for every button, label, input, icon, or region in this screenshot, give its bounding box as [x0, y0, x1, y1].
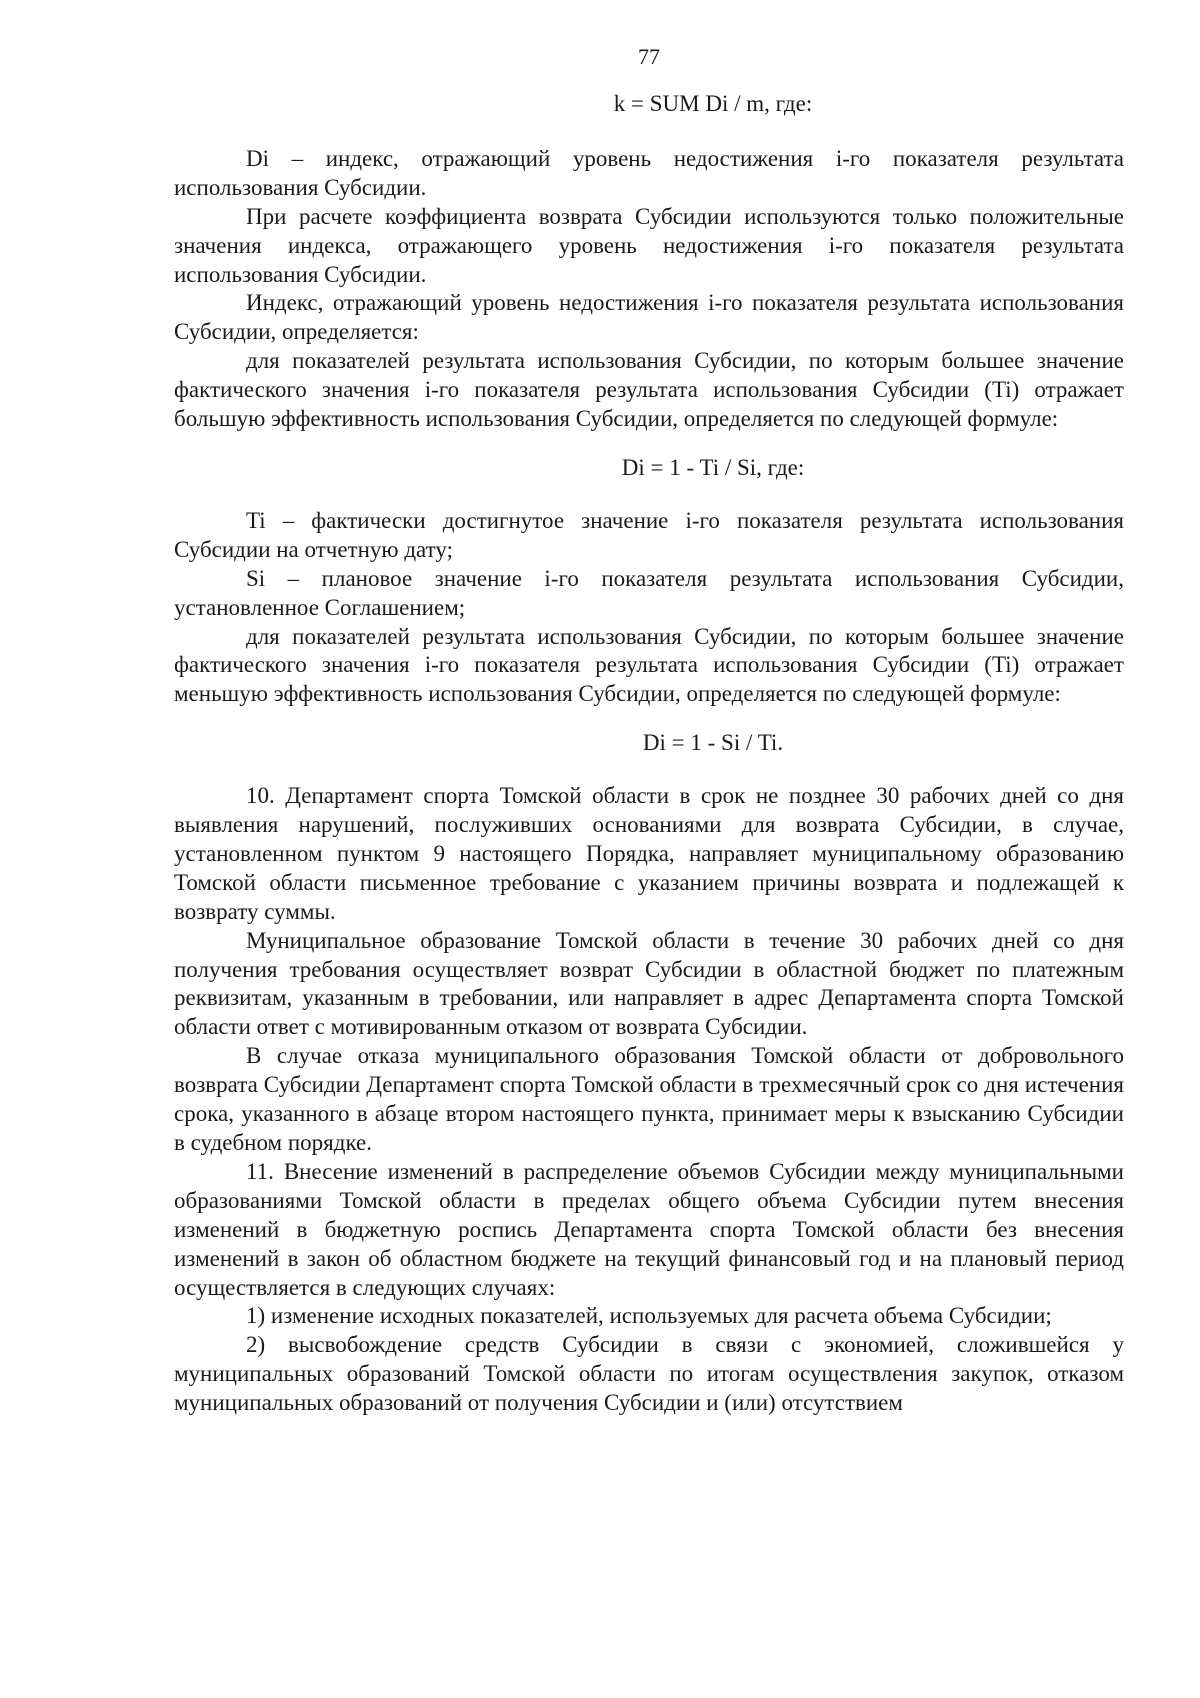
paragraph-refusal: В случае отказа муниципального образования Томской области от добровольного возврата Субсидии Департамент спорта Томской области в трехмесячный срок со дня истечения срока, указанного в абзаце втором настоящего пункта, принимает меры к взысканию Субсидии в судебном порядке. [174, 1043, 1124, 1155]
paragraph-ti-definition: Ti – фактически достигнутое значение i-го показателя результата использования Субсидии на отчетную дату; [174, 507, 1124, 562]
paragraph-greater-efficiency: для показателей результата использования Субсидии, по которым большее значение фактического значения i-го показателя результата использования Субсидии (Ti) отражает большую эффективность использования Субсидии, определяется по следующей формуле: [174, 348, 1124, 432]
paragraph-municipal-return: Муниципальное образование Томской области в течение 30 рабочих дней со дня получения требования осуществляет возврат Субсидии в областной бюджет по платежным реквизитам, указанным в требовании, или направляет в адрес Департамента спорта Томской области ответ с мотивированным отказом от возврата Субсидии. [174, 927, 1124, 1040]
formula-di-greater: Di = 1 - Ti / Si, где: [621, 454, 805, 480]
paragraph-item-11: 11. Внесение изменений в распределение объемов Субсидии между муниципальными образованиями Томской области в пределах общего объема Субсидии путем внесения изменений в бюджетную роспись Департамента спорта Томской области без внесения изменений в закон об областном бюджете на текущий финансовый год и на плановый период осуществляется в следующих случаях: [174, 1158, 1124, 1300]
paragraph-subitem-1: 1) изменение исходных показателей, используемых для расчета объема Субсидии; [246, 1303, 1052, 1329]
paragraph-di-definition: Di – индекс, отражающий уровень недостижения i-го показателя результата использования Субсидии. [174, 145, 1124, 200]
formula-di-lesser: Di = 1 - Si / Ti. [642, 730, 784, 756]
paragraph-item-10: 10. Департамент спорта Томской области в срок не позднее 30 рабочих дней со дня выявления нарушений, послуживших основаниями для возврата Субсидии, в случае, установленном пунктом 9 настоящего Порядка, направляет муниципальному образованию Томской области письменное требование с указанием причины возврата и подлежащей к возврату суммы. [174, 783, 1124, 924]
paragraph-lesser-efficiency: для показателей результата использования Субсидии, по которым большее значение фактического значения i-го показателя результата использования Субсидии (Ti) отражает меньшую эффективность использования Субсидии, определяется по следующей формуле: [174, 623, 1124, 707]
document-body [174, 90, 1124, 1418]
paragraph-positive-values: При расчете коэффициента возврата Субсидии используются только положительные значения индекса, отражающего уровень недостижения i-го показателя результата использования Субсидии. [174, 203, 1124, 287]
page-number: 77 [638, 44, 660, 69]
paragraph-index-definition: Индекс, отражающий уровень недостижения i-го показателя результата использования Субсидии, определяется: [174, 290, 1124, 345]
formula-k: k = SUM Di / m, где: [613, 91, 813, 116]
paragraph-si-definition: Si – плановое значение i-го показателя результата использования Субсидии, установленное Соглашением; [174, 565, 1124, 620]
paragraph-subitem-2: 2) высвобождение средств Субсидии в связи с экономией, сложившейся у муниципальных образований Томской области по итогам осуществления закупок, отказом муниципальных образований от получения Субсидии и (или) отсутствием [174, 1332, 1124, 1416]
